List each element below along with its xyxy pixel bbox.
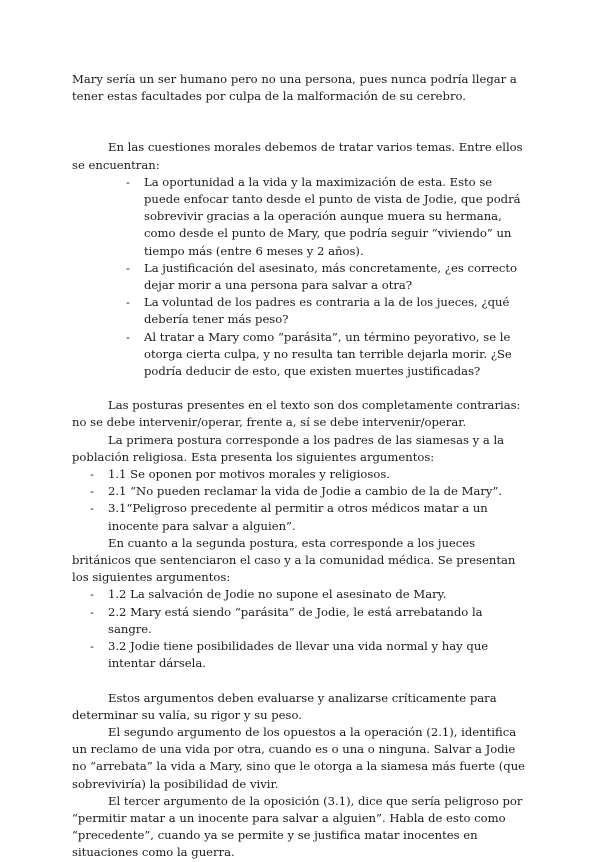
spacer	[72, 105, 528, 122]
list-item: - La justificación del asesinato, más concretamente, ¿es correcto dejar morir a una persona para salvar a otra?	[126, 260, 518, 293]
second-arguments-list	[72, 586, 528, 672]
evaluation-paragraph: Estos argumentos deben evaluarse y analizarse críticamente para determinar su valía, su rigor y su peso.	[72, 690, 497, 722]
list-item: - Al tratar a Mary como “parásita”, un término peyorativo, se le otorga cierta culpa, y no resulta tan terrible dejarla morir. ¿Se podría deducir de esto, que existen muertes justificadas?	[126, 329, 512, 379]
list-item: - 1.2 La salvación de Jodie no supone el asesinato de Mary.	[90, 587, 447, 602]
spacer	[72, 673, 528, 690]
list-item: - 2.1 “No pueden reclamar la vida de Jodie a cambio de la de Mary”.	[90, 484, 503, 499]
first-posture-paragraph: La primera postura corresponde a los padres de las siamesas y a la población religiosa. Esta presenta los siguientes argumentos:	[72, 432, 505, 464]
first-arguments-list	[72, 466, 528, 535]
moral-intro-paragraph: En las cuestiones morales debemos de tratar varios temas. Entre ellos se encuentran:	[72, 140, 523, 172]
document-page	[72, 71, 528, 862]
second-posture-paragraph: En cuanto a la segunda postura, esta corresponde a los jueces británicos que sentenciaron el caso y a la comunidad médica. Se presentan los siguientes argumentos:	[72, 535, 516, 585]
list-item: - 3.2 Jodie tiene posibilidades de llevar una vida normal y hay que intentar dársela.	[90, 639, 489, 671]
list-item: - La voluntad de los padres es contraria a la de los jueces, ¿qué debería tener más peso?	[126, 295, 510, 327]
list-item: - La oportunidad a la vida y la maximización de esta. Esto se puede enfocar tanto desde el punto de vista de Jodie, que podrá sobrevivir gracias a la operación aunque muera su hermana, como desde el punto de Mary, que podría seguir “viviendo” un tiempo más (entre 6 meses y 2 años).	[126, 174, 521, 258]
list-item: - 2.2 Mary está siendo “parásita” de Jodie, le está arrebatando la sangre.	[90, 604, 483, 636]
spacer	[72, 122, 528, 139]
list-item: - 1.1 Se oponen por motivos morales y religiosos.	[90, 467, 390, 482]
postures-paragraph: Las posturas presentes en el texto son dos completamente contrarias: no se debe intervenir/operar, frente a, sí se debe intervenir/operar.	[72, 398, 521, 430]
intro-paragraph: Mary sería un ser humano pero no una persona, pues nunca podría llegar a tener estas facultades por culpa de la malformación de su cerebro.	[72, 72, 517, 104]
spacer	[72, 380, 528, 397]
moral-issues-list	[72, 174, 528, 380]
second-argument-paragraph: El segundo argumento de los opuestos a la operación (2.1), identifica un reclamo de una vida por otra, cuando es o una o ninguna. Salvar a Jodie no “arrebata” la vida a Mary, sino que le otorga a la siamesa más fuerte (que sobreviviría) la posibilidad de vivir.	[72, 724, 526, 791]
third-argument-paragraph: El tercer argumento de la oposición (3.1), dice que sería peligroso por “permitir matar a un inocente para salvar a alguien”. Habla de esto como “precedente”, cuando ya se permite y se justifica matar inocentes en situaciones como la guerra.	[72, 793, 523, 860]
list-item: - 3.1“Peligroso precedente al permitir a otros médicos matar a un inocente para salvar a alguien”.	[90, 501, 488, 533]
